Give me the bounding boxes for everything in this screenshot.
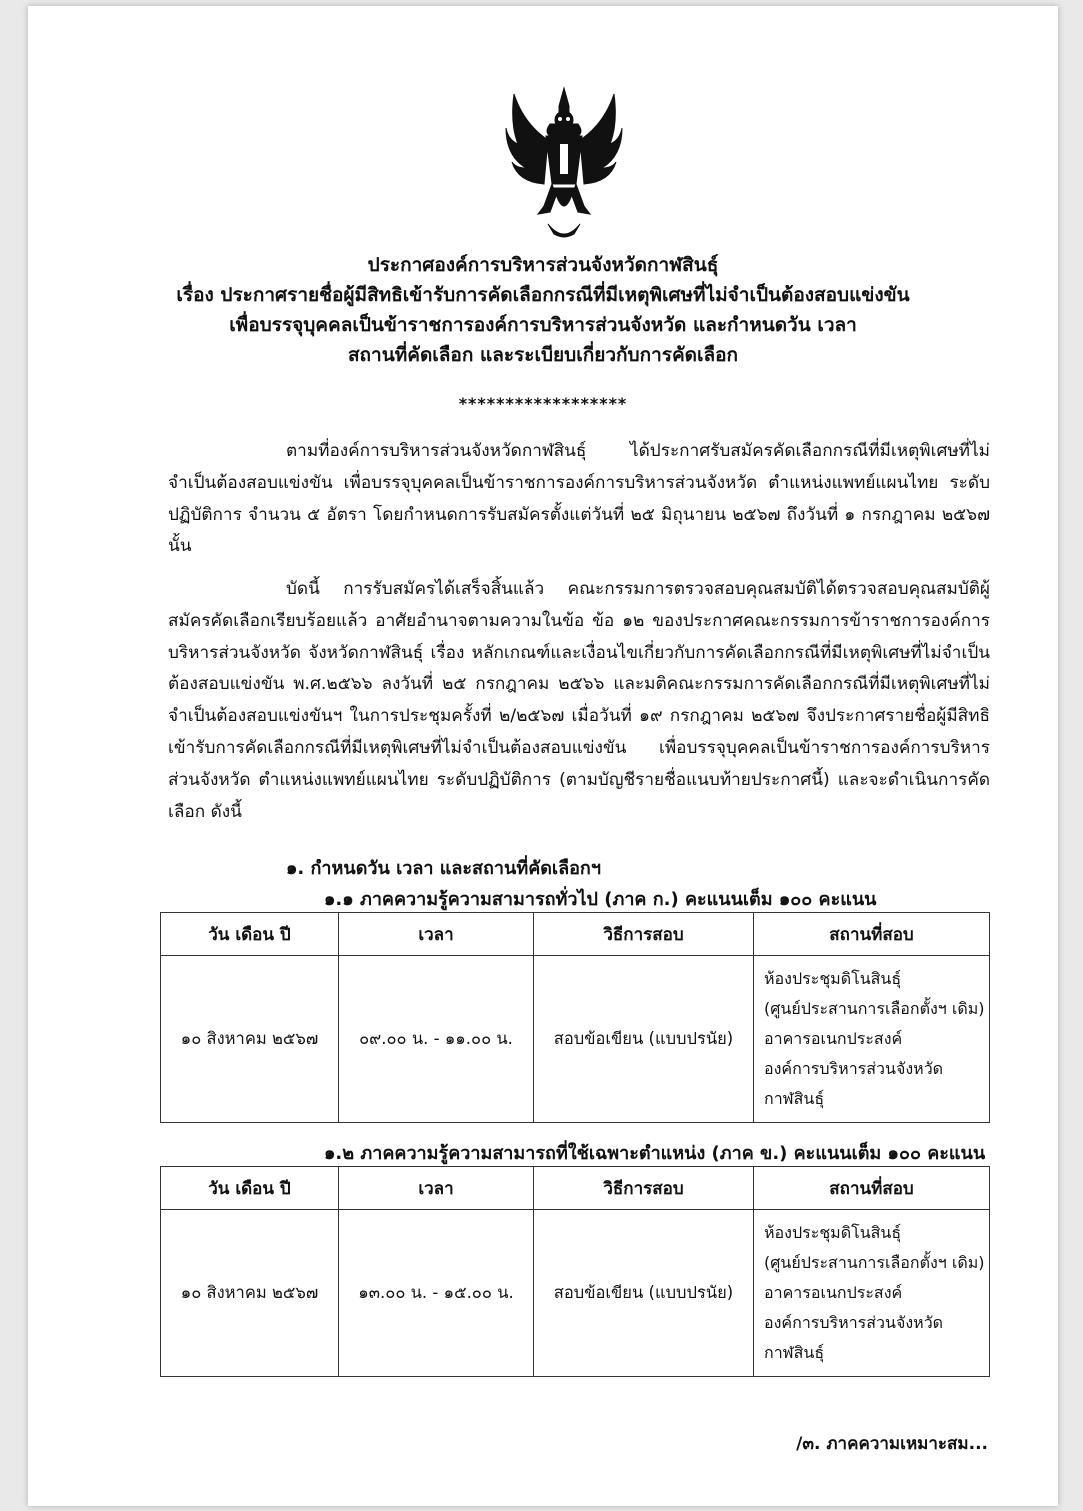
page-continuation: /๓. ภาคความเหมาะสม... [796,1434,988,1454]
place-line: กาฬสินธุ์ [764,1343,825,1362]
header-date: วัน เดือน ปี [161,913,339,956]
cell-date: ๑๐ สิงหาคม ๒๕๖๗ [161,1210,339,1377]
cell-method: สอบข้อเขียน (แบบปรนัย) [534,956,754,1123]
announcement-subject: เรื่อง ประกาศรายชื่อผู้มีสิทธิเข้ารับการคัดเลือกกรณีที่มีเหตุพิเศษที่ไม่จำเป็นต้องสอบแข่งขัน [176,284,910,306]
separator-stars: ****************** [458,394,628,413]
place-line: (ศูนย์ประสานการเลือกตั้งฯ เดิม) [764,999,985,1018]
cell-method: สอบข้อเขียน (แบบปรนัย) [534,1210,754,1377]
place-line: องค์การบริหารส่วนจังหวัด [764,1313,944,1332]
header-place: สถานที่สอบ [754,913,990,956]
place-line: ห้องประชุมดิโนสินธุ์ [764,1223,902,1242]
announcement-subject-cont: เพื่อบรรจุบุคคลเป็นข้าราชการองค์การบริหารส่วนจังหวัด และกำหนดวัน เวลา [229,314,857,336]
paragraph-2-text: บัดนี้ การรับสมัครได้เสร็จสิ้นแล้ว คณะกรรมการตรวจสอบคุณสมบัติได้ตรวจสอบคุณสมบัติผู้สมัครคัดเลือกเรียบร้อยแล้ว อาศัยอำนาจตามความในข้อ ข้อ ๑๒ ของประกาศคณะกรรมการข้าราชการองค์การบริหารส่วนจังหวัด จังหวัดกาฬสินธุ์ เรื่อง หลักเกณฑ์และเงื่อนไขเกี่ยวกับการคัดเลือกกรณีที่มีเหตุพิเศษที่ไม่จำเป็นต้องสอบแข่งขัน พ.ศ.๒๕๖๖ ลงวันที่ ๒๕ กรกฎาคม ๒๕๖๖ และมติคณะกรรมการคัดเลือกกรณีที่มีเหตุพิเศษที่ไม่จำเป็นต้องสอบแข่งขันฯ ในการประชุมครั้งที่ ๒/๒๕๖๗ เมื่อวันที่ ๑๙ กรกฎาคม ๒๕๖๗ จึงประกาศรายชื่อผู้มีสิทธิเข้ารับการคัดเลือกกรณีที่มีเหตุพิเศษที่ไม่จำเป็นต้องสอบแข่งขัน เพื่อบรรจุบุคคลเป็นข้าราชการองค์การบริหารส่วนจังหวัด ตำแหน่งแพทย์แผนไทย ระดับปฏิบัติการ (ตามบัญชีรายชื่อแนบท้ายประกาศนี้) และจะดำเนินการคัดเลือก ดังนี้ [168,579,990,822]
cell-place [754,956,990,1123]
garuda-emblem-icon [504,84,624,244]
paragraph-1-text: ตามที่องค์การบริหารส่วนจังหวัดกาฬสินธุ์ ได้ประกาศรับสมัครคัดเลือกกรณีที่มีเหตุพิเศษที่ไม่จำเป็นต้องสอบแข่งขัน เพื่อบรรจุบุคคลเป็นข้าราชการองค์การบริหารส่วนจังหวัด ตำแหน่งแพทย์แผนไทย ระดับปฏิบัติการ จำนวน ๕ อัตรา โดยกำหนดการรับสมัครตั้งแต่วันที่ ๒๕ มิถุนายน ๒๕๖๗ ถึงวันที่ ๑ กรกฎาคม ๒๕๖๗ นั้น [168,441,990,557]
table-header-row [161,913,990,956]
exam-schedule-table-b [160,1166,990,1377]
announcement-subject-end: สถานที่คัดเลือก และระเบียบเกี่ยวกับการคัดเลือก [347,344,739,366]
table-header-row [161,1167,990,1210]
place-line: ห้องประชุมดิโนสินธุ์ [764,969,902,988]
place-line: (ศูนย์ประสานการเลือกตั้งฯ เดิม) [764,1253,985,1272]
cell-place [754,1210,990,1377]
announcement-title: ประกาศองค์การบริหารส่วนจังหวัดกาฬสินธุ์ [367,254,719,276]
paragraph-2 [168,574,990,828]
header-method: วิธีการสอบ [534,1167,754,1210]
place-line: กาฬสินธุ์ [764,1089,825,1108]
header-time: เวลา [339,913,534,956]
cell-time: ๐๙.๐๐ น. - ๑๑.๐๐ น. [339,956,534,1123]
cell-date: ๑๐ สิงหาคม ๒๕๖๗ [161,956,339,1123]
header-method: วิธีการสอบ [534,913,754,956]
exam-schedule-table-a [160,912,990,1123]
cell-time: ๑๓.๐๐ น. - ๑๕.๐๐ น. [339,1210,534,1377]
place-line: อาคารอเนกประสงค์ [764,1283,903,1302]
table-row [161,956,990,1123]
place-line: องค์การบริหารส่วนจังหวัด [764,1059,944,1078]
section-1-heading: ๑. กำหนดวัน เวลา และสถานที่คัดเลือกฯ [286,858,601,879]
header-date: วัน เดือน ปี [161,1167,339,1210]
table-row [161,1210,990,1377]
place-line: อาคารอเนกประสงค์ [764,1029,903,1048]
header-place: สถานที่สอบ [754,1167,990,1210]
document-page [28,6,1058,1506]
document-header [28,250,1058,370]
header-time: เวลา [339,1167,534,1210]
section-1-2-heading: ๑.๒ ภาคความรู้ความสามารถที่ใช้เฉพาะตำแหน่ง (ภาค ข.) คะแนนเต็ม ๑๐๐ คะแนน [324,1143,986,1164]
section-1-1-heading: ๑.๑ ภาคความรู้ความสามารถทั่วไป (ภาค ก.) คะแนนเต็ม ๑๐๐ คะแนน [324,889,877,910]
paragraph-1 [168,436,990,563]
